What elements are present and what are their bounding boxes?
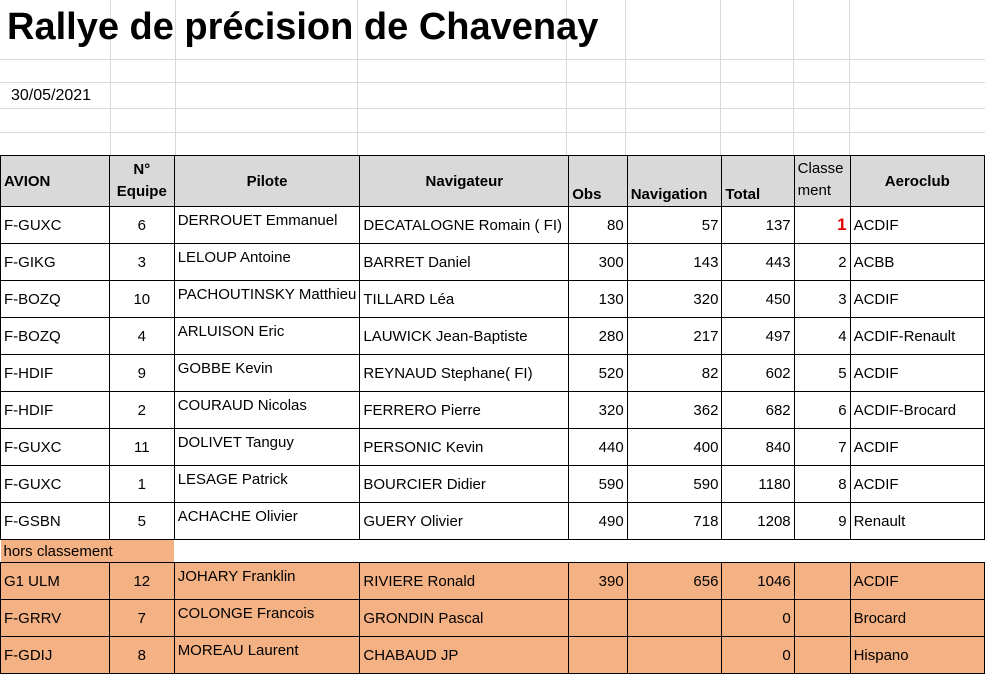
navigation-cell[interactable]: 656 [627, 563, 722, 600]
empty-cell [174, 540, 984, 563]
navigateur-cell[interactable]: DECATALOGNE Romain ( FI) [360, 207, 569, 244]
equipe-cell[interactable]: 2 [109, 392, 174, 429]
total-cell[interactable]: 450 [722, 281, 794, 318]
grid-line [0, 132, 985, 133]
total-cell[interactable]: 443 [722, 244, 794, 281]
aeroclub-cell[interactable]: ACDIF [850, 281, 984, 318]
aeroclub-cell[interactable]: ACDIF [850, 429, 984, 466]
total-cell[interactable]: 1208 [722, 503, 794, 540]
avion-cell[interactable]: F-GIKG [1, 244, 110, 281]
classement-cell[interactable]: 1 [794, 207, 850, 244]
equipe-cell[interactable]: 6 [109, 207, 174, 244]
classement-cell[interactable]: 3 [794, 281, 850, 318]
avion-cell[interactable]: F-GUXC [1, 429, 110, 466]
aeroclub-cell[interactable]: ACBB [850, 244, 984, 281]
obs-cell[interactable] [569, 637, 627, 674]
table-row [1, 429, 985, 466]
pilote-cell[interactable]: ACHACHE Olivier [174, 503, 360, 540]
pilote-cell[interactable]: DERROUET Emmanuel [174, 207, 360, 244]
navigation-cell[interactable]: 143 [627, 244, 722, 281]
obs-cell[interactable]: 590 [569, 466, 627, 503]
classement-cell[interactable]: 9 [794, 503, 850, 540]
aeroclub-cell[interactable]: ACDIF [850, 563, 984, 600]
sheet-title: Rallye de précision de Chavenay [7, 6, 599, 48]
hors-classement-label[interactable]: hors classement [1, 540, 175, 563]
equipe-cell[interactable]: 5 [109, 503, 174, 540]
navigateur-cell[interactable]: BARRET Daniel [360, 244, 569, 281]
header-equipe-line1: N° [133, 161, 151, 178]
classement-cell[interactable]: 6 [794, 392, 850, 429]
avion-cell[interactable]: F-HDIF [1, 392, 110, 429]
header-total[interactable]: Total [722, 156, 794, 207]
equipe-cell[interactable]: 3 [109, 244, 174, 281]
avion-cell[interactable]: F-HDIF [1, 355, 110, 392]
table-row [1, 207, 985, 244]
event-date[interactable]: 30/05/2021 [11, 87, 92, 104]
aeroclub-cell[interactable]: ACDIF-Renault [850, 318, 984, 355]
header-pilote[interactable]: Pilote [174, 156, 360, 207]
navigation-cell[interactable]: 362 [627, 392, 722, 429]
grid-line [0, 82, 985, 83]
avion-cell[interactable]: F-GUXC [1, 207, 110, 244]
table-row [1, 392, 985, 429]
header-navigateur[interactable]: Navigateur [360, 156, 569, 207]
total-cell[interactable]: 137 [722, 207, 794, 244]
equipe-cell[interactable]: 9 [109, 355, 174, 392]
pilote-cell[interactable]: LESAGE Patrick [174, 466, 360, 503]
avion-cell[interactable]: G1 ULM [1, 563, 110, 600]
aeroclub-cell[interactable]: ACDIF [850, 355, 984, 392]
table-row [1, 637, 985, 674]
header-classement-line2: ment [797, 182, 832, 199]
navigateur-cell[interactable]: GRONDIN Pascal [360, 600, 569, 637]
aeroclub-cell[interactable]: Brocard [850, 600, 984, 637]
navigateur-cell[interactable]: FERRERO Pierre [360, 392, 569, 429]
avion-cell[interactable]: F-GSBN [1, 503, 110, 540]
header-obs[interactable]: Obs [569, 156, 627, 207]
ranked-rows [1, 207, 985, 540]
obs-cell[interactable]: 80 [569, 207, 627, 244]
pilote-cell[interactable]: JOHARY Franklin [174, 563, 360, 600]
classement-cell[interactable]: 5 [794, 355, 850, 392]
hors-classement-section [1, 540, 985, 563]
equipe-cell[interactable]: 12 [109, 563, 174, 600]
obs-cell[interactable]: 320 [569, 392, 627, 429]
classement-cell[interactable]: 4 [794, 318, 850, 355]
pilote-cell[interactable]: GOBBE Kevin [174, 355, 360, 392]
aeroclub-cell[interactable]: ACDIF [850, 466, 984, 503]
table-row [1, 318, 985, 355]
total-cell[interactable]: 1046 [722, 563, 794, 600]
navigation-cell[interactable]: 57 [627, 207, 722, 244]
pilote-cell[interactable]: DOLIVET Tanguy [174, 429, 360, 466]
header-row [1, 156, 985, 207]
obs-cell[interactable]: 440 [569, 429, 627, 466]
classement-cell[interactable] [794, 637, 850, 674]
hors-classement-label-row [1, 540, 985, 563]
grid-line [0, 108, 985, 109]
table-row [1, 503, 985, 540]
obs-cell[interactable]: 280 [569, 318, 627, 355]
avion-cell[interactable]: F-GDIJ [1, 637, 110, 674]
total-cell[interactable]: 1180 [722, 466, 794, 503]
aeroclub-cell[interactable]: Renault [850, 503, 984, 540]
aeroclub-cell[interactable]: Hispano [850, 637, 984, 674]
table-row [1, 281, 985, 318]
classement-cell[interactable]: 8 [794, 466, 850, 503]
obs-cell[interactable]: 300 [569, 244, 627, 281]
table-row [1, 244, 985, 281]
navigateur-cell[interactable]: CHABAUD JP [360, 637, 569, 674]
pilote-cell[interactable]: LELOUP Antoine [174, 244, 360, 281]
aeroclub-cell[interactable]: ACDIF [850, 207, 984, 244]
classement-cell[interactable]: 2 [794, 244, 850, 281]
header-navigation[interactable]: Navigation [627, 156, 722, 207]
navigateur-cell[interactable]: PERSONIC Kevin [360, 429, 569, 466]
avion-cell[interactable]: F-GRRV [1, 600, 110, 637]
navigateur-cell[interactable]: TILLARD Léa [360, 281, 569, 318]
table-row [1, 355, 985, 392]
pilote-cell[interactable]: PACHOUTINSKY Matthieu [174, 281, 360, 318]
aeroclub-cell[interactable]: ACDIF-Brocard [850, 392, 984, 429]
header-classement[interactable] [794, 156, 850, 207]
navigateur-cell[interactable]: BOURCIER Didier [360, 466, 569, 503]
total-cell[interactable]: 0 [722, 637, 794, 674]
obs-cell[interactable]: 130 [569, 281, 627, 318]
obs-cell[interactable] [569, 600, 627, 637]
avion-cell[interactable]: F-GUXC [1, 466, 110, 503]
equipe-cell[interactable]: 4 [109, 318, 174, 355]
pilote-cell[interactable]: ARLUISON Eric [174, 318, 360, 355]
avion-cell[interactable]: F-BOZQ [1, 318, 110, 355]
equipe-cell[interactable]: 1 [109, 466, 174, 503]
header-equipe-line2: Equipe [116, 183, 167, 200]
header-equipe[interactable] [109, 156, 174, 207]
obs-cell[interactable]: 490 [569, 503, 627, 540]
grid-line [0, 59, 985, 60]
header-aeroclub[interactable]: Aeroclub [850, 156, 984, 207]
total-cell[interactable]: 0 [722, 600, 794, 637]
navigateur-cell[interactable]: RIVIERE Ronald [360, 563, 569, 600]
navigation-cell[interactable]: 400 [627, 429, 722, 466]
total-cell[interactable]: 682 [722, 392, 794, 429]
avion-cell[interactable]: F-BOZQ [1, 281, 110, 318]
navigateur-cell[interactable]: REYNAUD Stephane( FI) [360, 355, 569, 392]
navigation-cell[interactable]: 590 [627, 466, 722, 503]
total-cell[interactable]: 497 [722, 318, 794, 355]
pilote-cell[interactable]: MOREAU Laurent [174, 637, 360, 674]
navigation-cell[interactable]: 217 [627, 318, 722, 355]
table-row [1, 563, 985, 600]
pilote-cell[interactable]: COLONGE Francois [174, 600, 360, 637]
classement-cell[interactable] [794, 563, 850, 600]
pilote-cell[interactable]: COURAUD Nicolas [174, 392, 360, 429]
navigateur-cell[interactable]: GUERY Olivier [360, 503, 569, 540]
navigation-cell[interactable] [627, 637, 722, 674]
navigation-cell[interactable]: 718 [627, 503, 722, 540]
total-cell[interactable]: 602 [722, 355, 794, 392]
navigation-cell[interactable]: 82 [627, 355, 722, 392]
table-row [1, 466, 985, 503]
table-row [1, 600, 985, 637]
equipe-cell[interactable]: 11 [109, 429, 174, 466]
hors-classement-rows [1, 563, 985, 674]
total-cell[interactable]: 840 [722, 429, 794, 466]
results-table [0, 155, 985, 674]
header-avion[interactable]: AVION [1, 156, 110, 207]
navigation-cell[interactable]: 320 [627, 281, 722, 318]
classement-cell[interactable]: 7 [794, 429, 850, 466]
obs-cell[interactable]: 520 [569, 355, 627, 392]
equipe-cell[interactable]: 7 [109, 600, 174, 637]
classement-cell[interactable] [794, 600, 850, 637]
equipe-cell[interactable]: 10 [109, 281, 174, 318]
equipe-cell[interactable]: 8 [109, 637, 174, 674]
header-classement-line1: Classe [797, 160, 844, 177]
navigateur-cell[interactable]: LAUWICK Jean-Baptiste [360, 318, 569, 355]
navigation-cell[interactable] [627, 600, 722, 637]
obs-cell[interactable]: 390 [569, 563, 627, 600]
